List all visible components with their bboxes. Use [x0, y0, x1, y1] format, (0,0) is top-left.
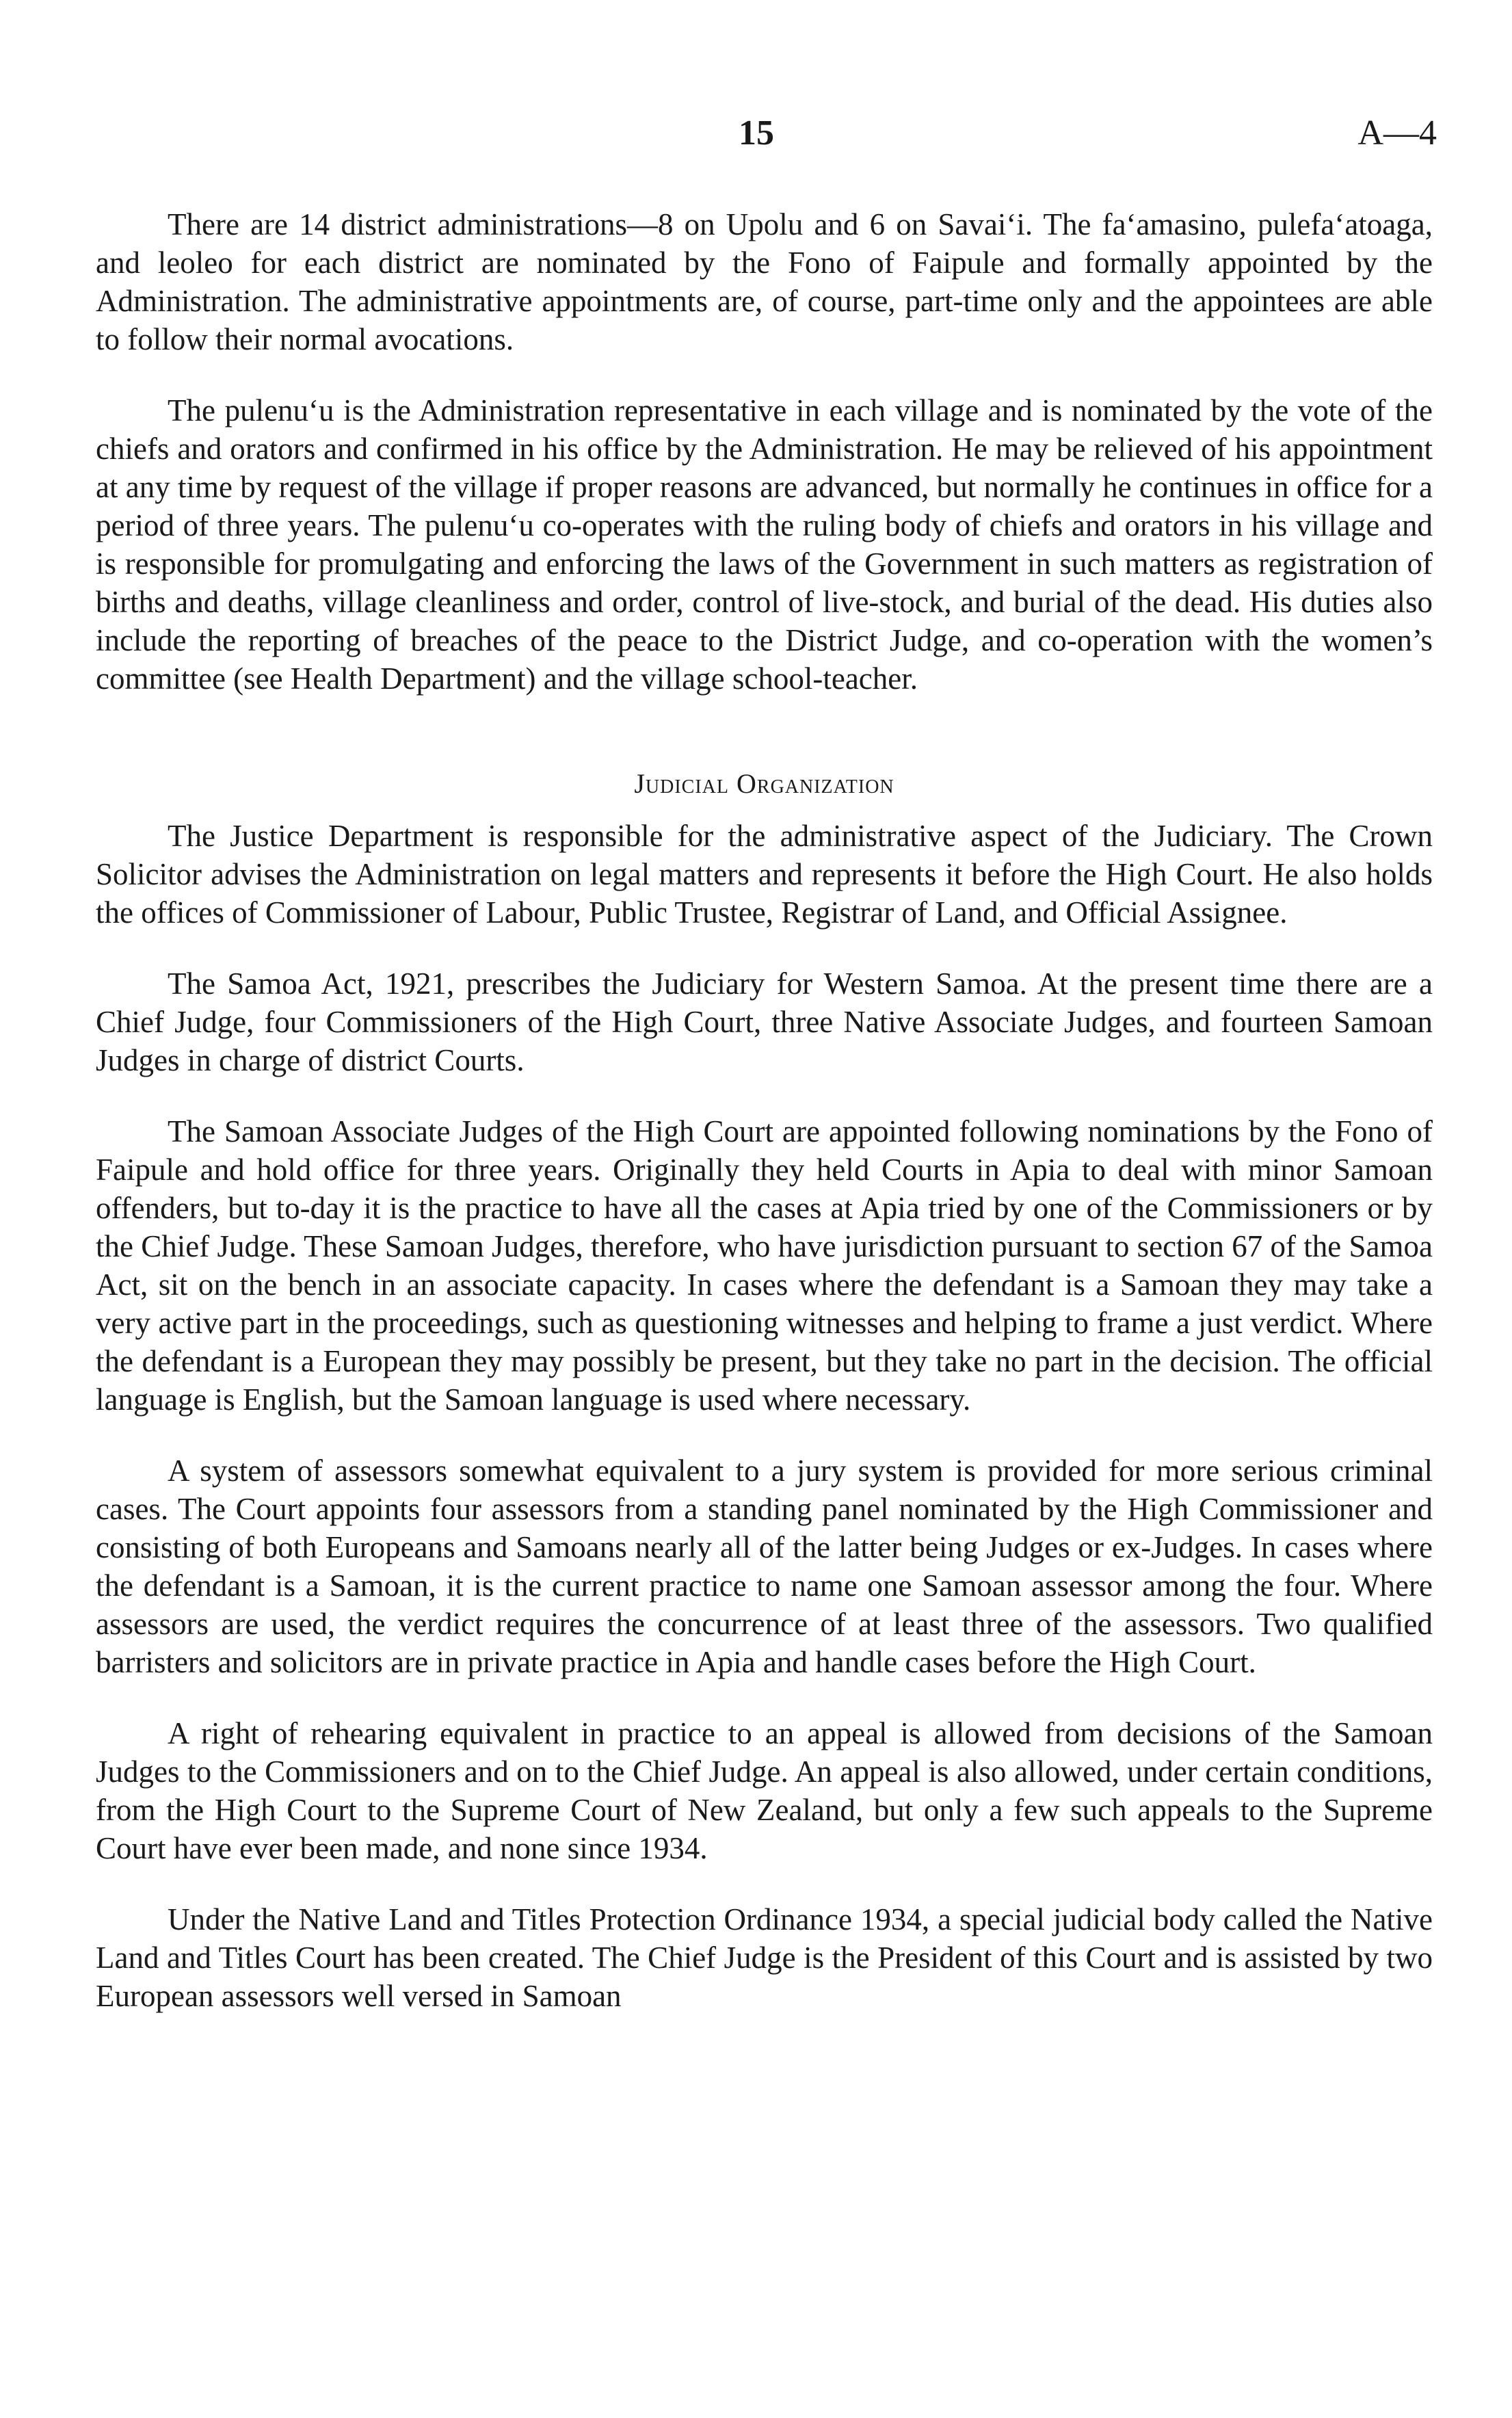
paragraph-assessors: A system of assessors somewhat equivalent to a jury system is provided for more serious criminal cases. The Court appoints four assessors from a standing panel nominated by the High Commissioner and consisting of both Europeans and Samoans nearly all of the latter being Judges or ex-Judges. In cases where the defendant is a Samoan, it is the current practice to name one Samoan assessor among the four. Where assessors are used, the verdict requires the concurrence of at least three of the assessors. Two qualified barristers and solicitors are in private practice in Apia and handle cases before the High Court.	[96, 1454, 1433, 1679]
paragraph-district-administrations: There are 14 district administrations—8 on Upolu and 6 on Savai‘i. The fa‘amasino, pulefa‘atoaga, and leoleo for each district are nominated by the Fono of Faipule and formally appointed by the Administration. The administrative appointments are, of course, part-time only and the appointees are able to follow their normal avocations.	[96, 207, 1433, 356]
section-heading: Judicial Organization	[634, 768, 894, 799]
document-code: A—4	[1357, 114, 1437, 153]
paragraph-samoa-act: The Samoa Act, 1921, prescribes the Judiciary for Western Samoa. At the present time there are a Chief Judge, four Commissioners of the High Court, three Native Associate Judges, and fourteen Samoan Judges in charge of district Courts.	[96, 967, 1433, 1077]
paragraph-associate-judges: The Samoan Associate Judges of the High Court are appointed following nominations by the Fono of Faipule and hold office for three years. Originally they held Courts in Apia to deal with minor Samoan offenders, but to-day it is the practice to have all the cases at Apia tried by one of the Commissioners or by the Chief Judge. These Samoan Judges, therefore, who have jurisdiction pursuant to section 67 of the Samoa Act, sit on the bench in an associate capacity. In cases where the defendant is a Samoan they may take a very active part in the proceedings, such as questioning witnesses and helping to frame a just verdict. Where the defendant is a European they may possibly be present, but they take no part in the decision. The official language is English, but the Samoan language is used where necessary.	[96, 1114, 1433, 1417]
page-header	[0, 113, 1512, 168]
paragraph-rehearing: A right of rehearing equivalent in practice to an appeal is allowed from decisions of the Samoan Judges to the Commissioners and on to the Chief Judge. An appeal is also allowed, under certain conditions, from the High Court to the Supreme Court of New Zealand, but only a few such appeals to the Supreme Court have ever been made, and none since 1934.	[96, 1716, 1433, 1865]
paragraph-pulenuu: The pulenu‘u is the Administration representative in each village and is nominated by the vote of the chiefs and orators and confirmed in his office by the Administration. He may be relieved of his appointment at any time by request of the village if proper reasons are advanced, but normally he continues in office for a period of three years. The pulenu‘u co-operates with the ruling body of chiefs and orators in his village and is responsible for promulgating and enforcing the laws of the Government in such matters as registration of births and deaths, village cleanliness and order, control of live-stock, and burial of the dead. His duties also include the reporting of breaches of the peace to the District Judge, and co-operation with the women’s committee (see Health Department) and the village school-teacher.	[96, 393, 1433, 696]
paragraph-land-titles-court: Under the Native Land and Titles Protection Ordinance 1934, a special judicial body called the Native Land and Titles Court has been created. The Chief Judge is the President of this Court and is assisted by two European assessors well versed in Samoan	[96, 1902, 1433, 2013]
body-text	[96, 205, 1433, 2048]
page-number: 15	[739, 114, 774, 153]
paragraph-justice-department: The Justice Department is responsible for the administrative aspect of the Judiciary. The Crown Solicitor advises the Administration on legal matters and represents it before the High Court. He also holds the offices of Commissioner of Labour, Public Trustee, Registrar of Land, and Official Assignee.	[96, 819, 1433, 930]
